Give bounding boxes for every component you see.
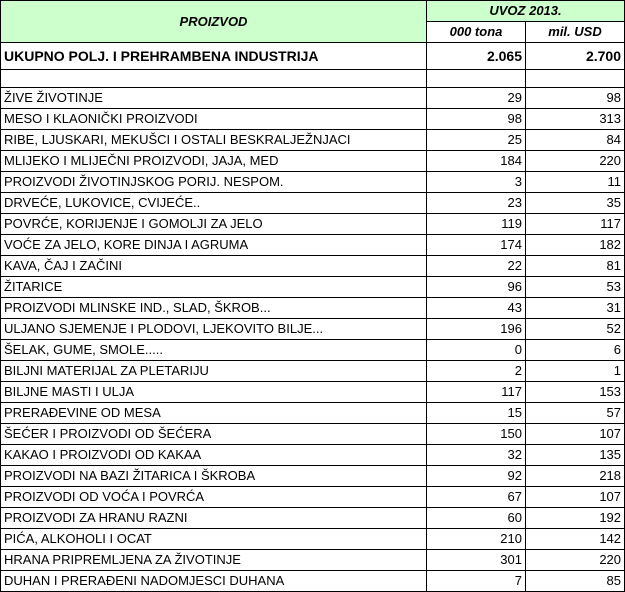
qty-cell: 92 — [427, 466, 526, 487]
blank-cell — [526, 70, 625, 88]
usd-cell: 85 — [526, 571, 625, 592]
total-usd: 2.700 — [526, 43, 625, 70]
product-name-cell: KAVA, ČAJ I ZAČINI — [1, 256, 427, 277]
product-name-cell: PROIZVODI ZA HRANU RAZNI — [1, 508, 427, 529]
usd-cell: 117 — [526, 214, 625, 235]
qty-cell: 7 — [427, 571, 526, 592]
table-row — [1, 109, 625, 130]
product-name-cell: HRANA PRIPREMLJENA ZA ŽIVOTINJE — [1, 550, 427, 571]
qty-cell: 0 — [427, 340, 526, 361]
usd-cell: 107 — [526, 487, 625, 508]
qty-cell: 117 — [427, 382, 526, 403]
table-row — [1, 256, 625, 277]
product-name-cell: ŽITARICE — [1, 277, 427, 298]
table-row — [1, 340, 625, 361]
table-row — [1, 298, 625, 319]
usd-cell: 142 — [526, 529, 625, 550]
qty-cell: 15 — [427, 403, 526, 424]
usd-cell: 218 — [526, 466, 625, 487]
usd-cell: 98 — [526, 88, 625, 109]
usd-cell: 35 — [526, 193, 625, 214]
table-row — [1, 193, 625, 214]
product-name-cell: PROIZVODI MLINSKE IND., SLAD, ŠKROB... — [1, 298, 427, 319]
table-row — [1, 487, 625, 508]
usd-cell: 84 — [526, 130, 625, 151]
usd-cell: 6 — [526, 340, 625, 361]
qty-cell: 43 — [427, 298, 526, 319]
unit-usd-header: mil. USD — [526, 22, 625, 43]
qty-cell: 2 — [427, 361, 526, 382]
usd-cell: 220 — [526, 550, 625, 571]
header-row-1 — [1, 1, 625, 22]
product-name-cell: PROIZVODI NA BAZI ŽITARICA I ŠKROBA — [1, 466, 427, 487]
import-year-header: UVOZ 2013. — [427, 1, 625, 22]
product-name-cell: RIBE, LJUSKARI, MEKUŠCI I OSTALI BESKRALJEŽNJACI — [1, 130, 427, 151]
qty-cell: 60 — [427, 508, 526, 529]
usd-cell: 107 — [526, 424, 625, 445]
table-row — [1, 214, 625, 235]
unit-qty-header: 000 tona — [427, 22, 526, 43]
product-name-cell: ŠEĆER I PROIZVODI OD ŠEĆERA — [1, 424, 427, 445]
qty-cell: 22 — [427, 256, 526, 277]
product-name-cell: PRERAĐEVINE OD MESA — [1, 403, 427, 424]
usd-cell: 135 — [526, 445, 625, 466]
usd-cell: 153 — [526, 382, 625, 403]
table-row — [1, 571, 625, 592]
table-row — [1, 88, 625, 109]
blank-cell — [427, 70, 526, 88]
table-row — [1, 424, 625, 445]
qty-cell: 184 — [427, 151, 526, 172]
qty-cell: 98 — [427, 109, 526, 130]
product-name-cell: POVRĆE, KORIJENJE I GOMOLJI ZA JELO — [1, 214, 427, 235]
product-name-cell: BILJNI MATERIJAL ZA PLETARIJU — [1, 361, 427, 382]
table-row — [1, 550, 625, 571]
product-name-cell: DRVEĆE, LUKOVICE, CVIJEĆE.. — [1, 193, 427, 214]
table-row — [1, 130, 625, 151]
qty-cell: 119 — [427, 214, 526, 235]
usd-cell: 313 — [526, 109, 625, 130]
table-row — [1, 403, 625, 424]
usd-cell: 220 — [526, 151, 625, 172]
table-row — [1, 508, 625, 529]
product-name-cell: ŽIVE ŽIVOTINJE — [1, 88, 427, 109]
product-name-cell: PROIZVODI OD VOĆA I POVRĆA — [1, 487, 427, 508]
total-row — [1, 43, 625, 70]
qty-cell: 210 — [427, 529, 526, 550]
table-row — [1, 151, 625, 172]
qty-cell: 196 — [427, 319, 526, 340]
usd-cell: 57 — [526, 403, 625, 424]
product-name-cell: BILJNE MASTI I ULJA — [1, 382, 427, 403]
total-qty: 2.065 — [427, 43, 526, 70]
table-row — [1, 319, 625, 340]
usd-cell: 182 — [526, 235, 625, 256]
qty-cell: 174 — [427, 235, 526, 256]
usd-cell: 192 — [526, 508, 625, 529]
qty-cell: 32 — [427, 445, 526, 466]
usd-cell: 53 — [526, 277, 625, 298]
product-name-cell: PROIZVODI ŽIVOTINJSKOG PORIJ. NESPOM. — [1, 172, 427, 193]
qty-cell: 150 — [427, 424, 526, 445]
product-name-cell: DUHAN I PRERAĐENI NADOMJESCI DUHANA — [1, 571, 427, 592]
table-row — [1, 529, 625, 550]
usd-cell: 1 — [526, 361, 625, 382]
qty-cell: 25 — [427, 130, 526, 151]
table-row — [1, 445, 625, 466]
blank-cell — [1, 70, 427, 88]
product-name-cell: MESO I KLAONIČKI PROIZVODI — [1, 109, 427, 130]
product-name-cell: ŠELAK, GUME, SMOLE..... — [1, 340, 427, 361]
qty-cell: 96 — [427, 277, 526, 298]
product-name-cell: MLIJEKO I MLIJEČNI PROIZVODI, JAJA, MED — [1, 151, 427, 172]
product-name-cell: VOĆE ZA JELO, KORE DINJA I AGRUMA — [1, 235, 427, 256]
qty-cell: 67 — [427, 487, 526, 508]
product-name-cell: PIĆA, ALKOHOLI I OCAT — [1, 529, 427, 550]
qty-cell: 301 — [427, 550, 526, 571]
usd-cell: 31 — [526, 298, 625, 319]
qty-cell: 23 — [427, 193, 526, 214]
table-row — [1, 466, 625, 487]
qty-cell: 29 — [427, 88, 526, 109]
usd-cell: 11 — [526, 172, 625, 193]
table-row — [1, 277, 625, 298]
product-name-cell: ULJANO SJEMENJE I PLODOVI, LJEKOVITO BILJE... — [1, 319, 427, 340]
blank-row — [1, 70, 625, 88]
usd-cell: 81 — [526, 256, 625, 277]
total-label: UKUPNO POLJ. I PREHRAMBENA INDUSTRIJA — [1, 43, 427, 70]
table-row — [1, 235, 625, 256]
table-row — [1, 172, 625, 193]
table-row — [1, 361, 625, 382]
table-row — [1, 382, 625, 403]
product-name-cell: KAKAO I PROIZVODI OD KAKAA — [1, 445, 427, 466]
product-column-header: PROIZVOD — [1, 1, 427, 43]
qty-cell: 3 — [427, 172, 526, 193]
usd-cell: 52 — [526, 319, 625, 340]
